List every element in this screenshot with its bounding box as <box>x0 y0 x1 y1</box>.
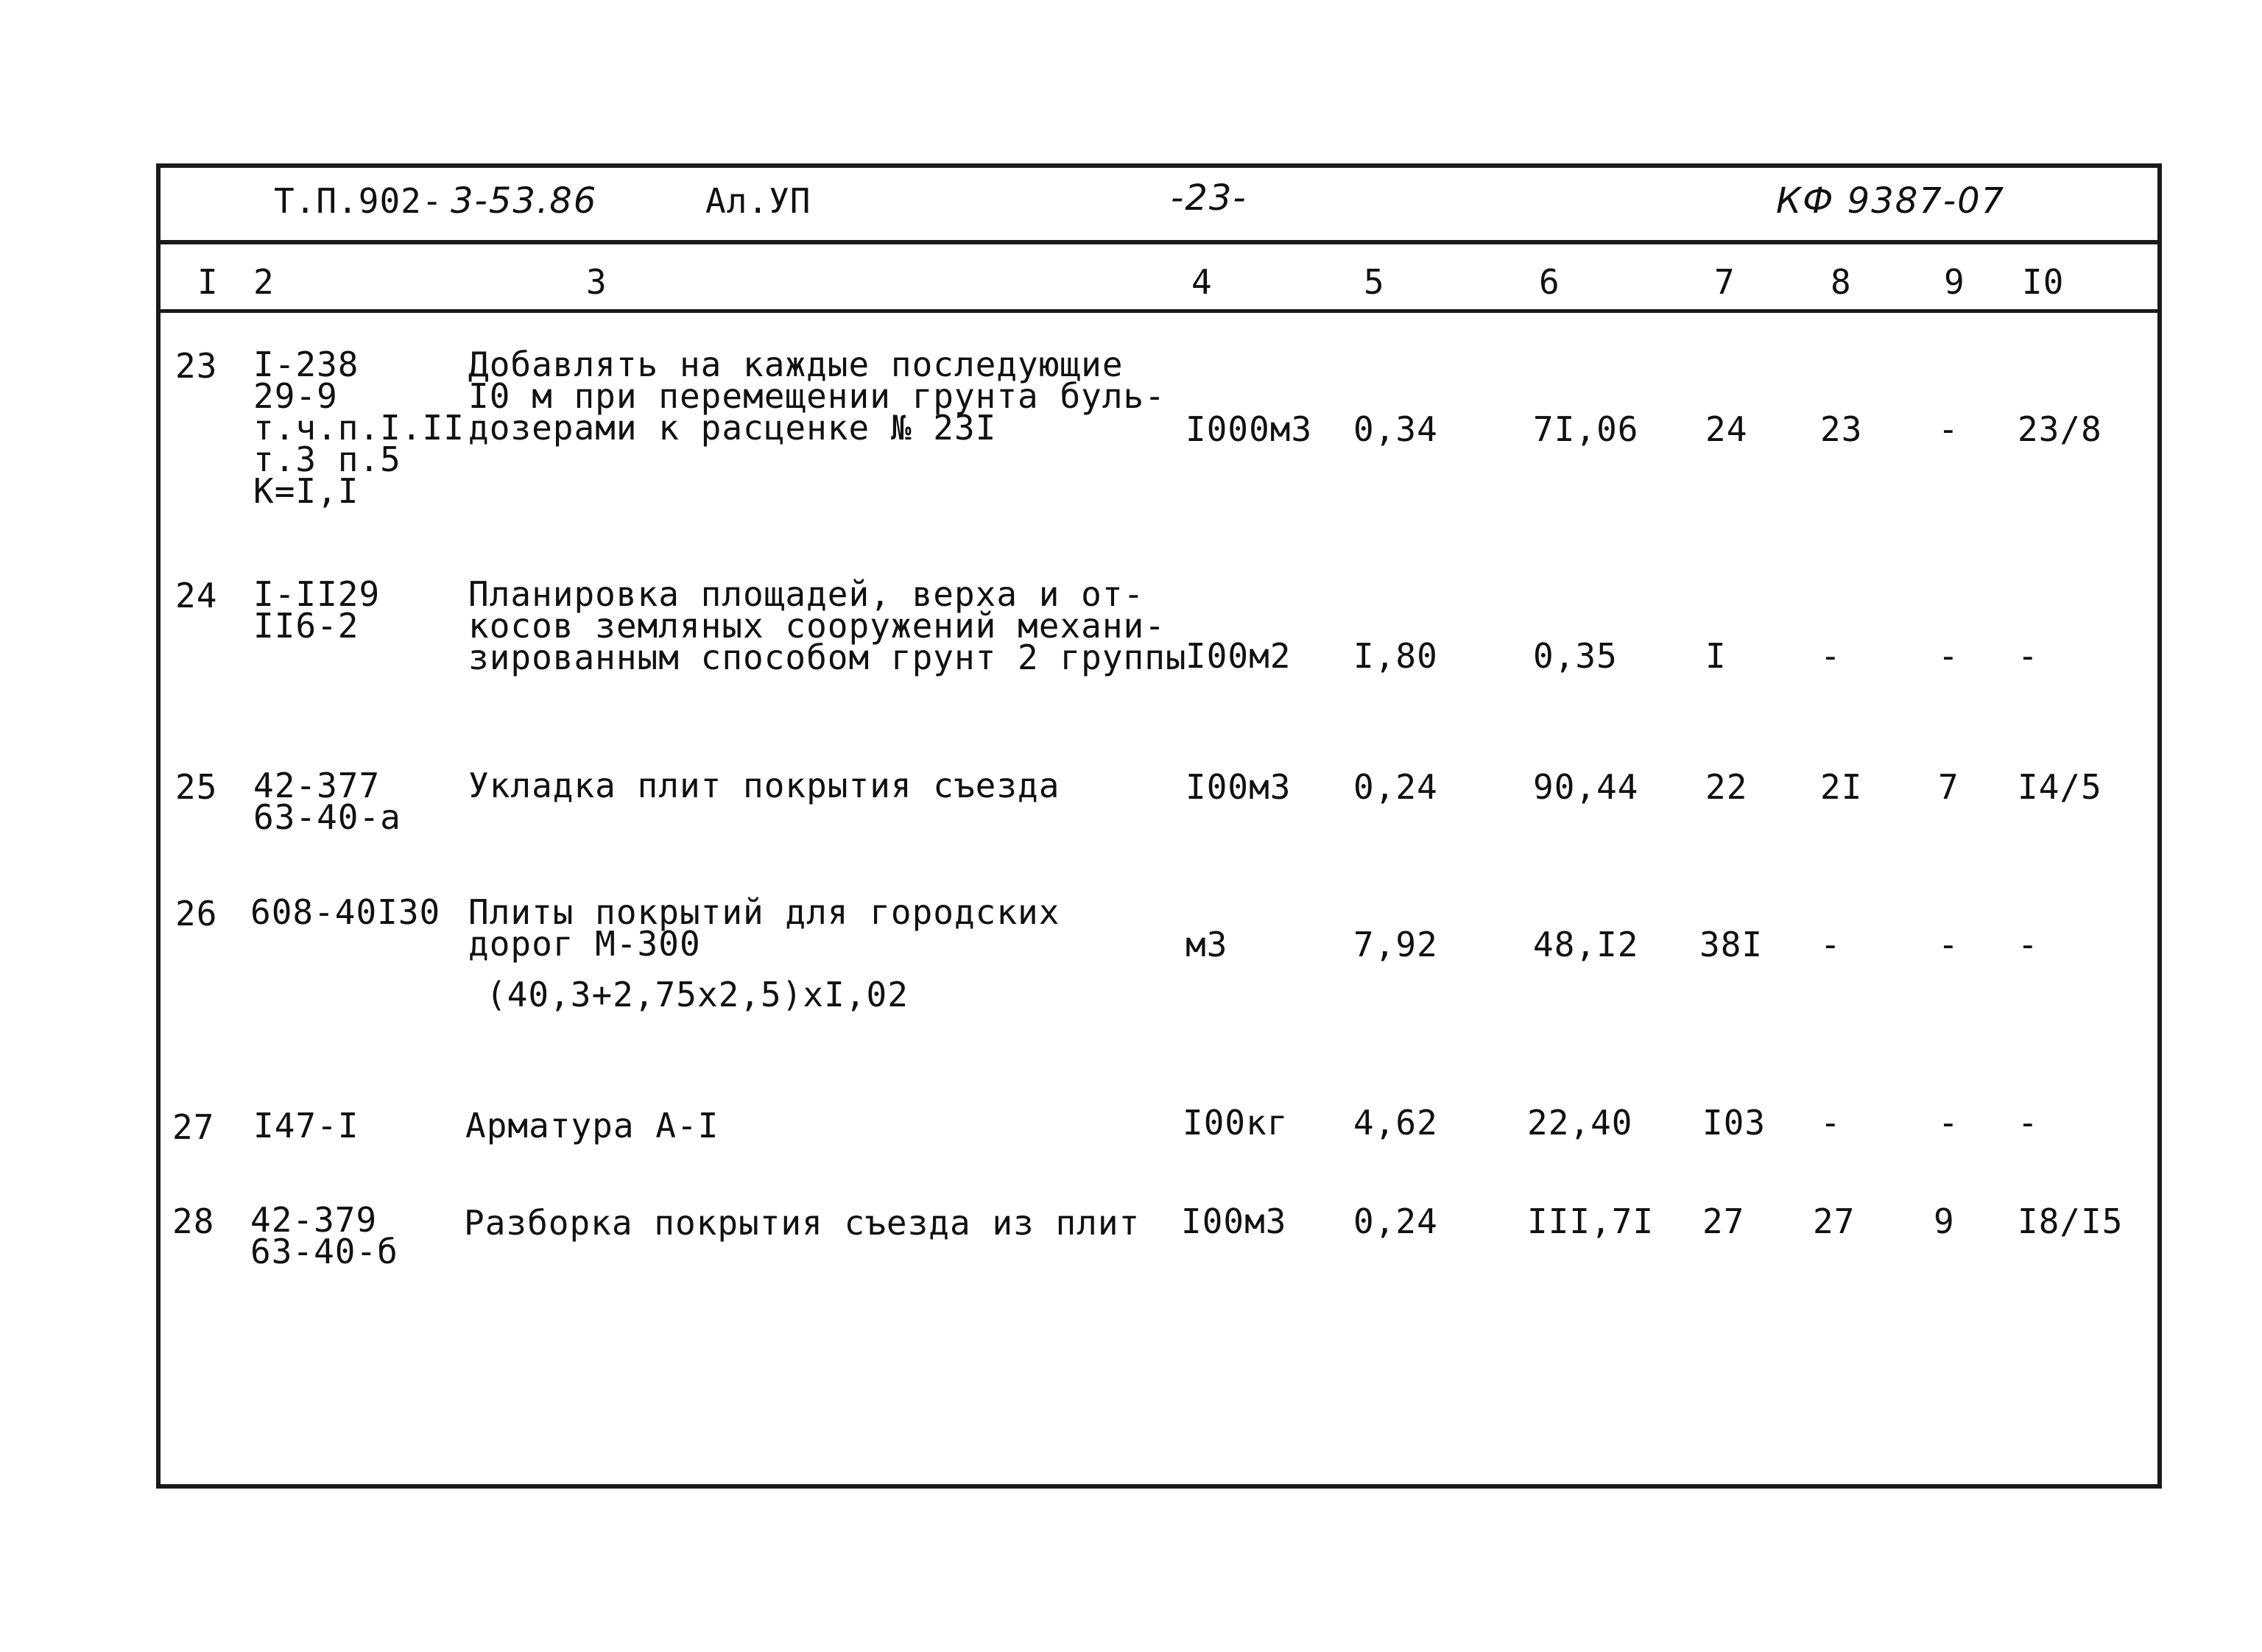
col-8-value: - <box>1820 1103 1842 1143</box>
row-number: 28 <box>172 1201 215 1241</box>
page-number: -23- <box>1171 177 1247 219</box>
col-10-value: - <box>2018 636 2039 676</box>
row-number: 26 <box>175 894 218 933</box>
col-9-value: - <box>1938 925 1959 964</box>
unit: I00м3 <box>1185 767 1292 807</box>
work-description: Арматура А-I <box>465 1106 719 1146</box>
unit: м3 <box>1185 925 1228 964</box>
unit: I00м3 <box>1181 1201 1287 1241</box>
col-10-value: I4/5 <box>2018 767 2102 807</box>
quantity-formula: (40,3+2,75х2,5)хI,02 <box>486 975 909 1014</box>
col-8-value: - <box>1820 925 1842 964</box>
col-8-value: - <box>1820 636 1842 676</box>
col-7-value: I03 <box>1702 1103 1766 1143</box>
norm-code: 608-40I30 <box>250 892 441 932</box>
unit-price: 90,44 <box>1533 767 1639 807</box>
norm-code: 42-379 63-40-б <box>250 1200 398 1271</box>
doc-code-handwritten: 3-53.86 <box>451 180 598 222</box>
col-7-value: 22 <box>1705 767 1748 807</box>
norm-code: I-II29 II6-2 <box>253 574 381 646</box>
column-header: 5 <box>1364 262 1385 302</box>
norm-code: I47-I <box>253 1106 359 1146</box>
work-description: Укладка плит покрытия съезда <box>468 766 1060 805</box>
col-7-value: 24 <box>1705 409 1748 449</box>
work-description: Разборка покрытия съезда из плит <box>464 1203 1141 1243</box>
col-10-value: - <box>2018 1103 2039 1143</box>
unit: I000м3 <box>1185 409 1313 449</box>
column-header: I <box>197 262 219 302</box>
col-8-value: 23 <box>1820 409 1863 449</box>
col-10-value: - <box>2018 925 2039 964</box>
column-header-divider <box>156 309 2162 313</box>
work-description: Добавлять на каждые последующие I0 м при перемещении грунта буль- дозерами к расценке № 23I <box>468 345 1166 448</box>
col-10-value: 23/8 <box>2018 409 2102 449</box>
row-number: 24 <box>175 576 218 615</box>
column-header: I0 <box>2022 262 2065 302</box>
doc-code-prefix: Т.П.902- <box>274 181 443 221</box>
column-header: 4 <box>1191 262 1213 302</box>
unit-price: 7I,06 <box>1533 409 1639 449</box>
quantity: 4,62 <box>1353 1103 1438 1143</box>
row-number: 27 <box>172 1107 215 1147</box>
header-divider <box>156 240 2162 244</box>
column-header: 8 <box>1831 262 1852 302</box>
work-description: Плиты покрытий для городских дорог М-300 <box>468 892 1060 964</box>
quantity: 0,34 <box>1353 409 1438 449</box>
col-9-value: 9 <box>1934 1201 1955 1241</box>
col-9-value: - <box>1938 1103 1959 1143</box>
col-10-value: I8/I5 <box>2018 1201 2124 1241</box>
quantity: 0,24 <box>1353 767 1438 807</box>
unit-price: 22,40 <box>1527 1103 1633 1143</box>
unit-price: III,7I <box>1527 1201 1655 1241</box>
work-description: Планировка площадей, верха и от- косов земляных сооружений механи- зированным способом грунт 2 группы <box>468 574 1187 677</box>
column-header: 2 <box>253 262 275 302</box>
unit: I00кг <box>1183 1103 1289 1143</box>
row-number: 25 <box>175 767 218 807</box>
col-9-value: - <box>1938 636 1959 676</box>
col-8-value: 27 <box>1813 1201 1856 1241</box>
col-9-value: - <box>1938 409 1959 449</box>
norm-code: 42-377 63-40-а <box>253 766 401 837</box>
row-number: 23 <box>175 346 218 386</box>
unit-price: 0,35 <box>1533 636 1618 676</box>
quantity: 0,24 <box>1353 1201 1438 1241</box>
col-7-value: 27 <box>1702 1201 1745 1241</box>
unit: I00м2 <box>1185 636 1292 676</box>
quantity: 7,92 <box>1353 925 1438 964</box>
quantity: I,80 <box>1353 636 1438 676</box>
column-header: 6 <box>1539 262 1560 302</box>
column-header: 9 <box>1944 262 1965 302</box>
norm-code: I-238 29-9 т.ч.п.I.II т.3 п.5 К=I,I <box>253 345 465 511</box>
col-9-value: 7 <box>1938 767 1959 807</box>
project-code: КФ 9387-07 <box>1776 180 2006 222</box>
column-header: 3 <box>586 262 607 302</box>
album-label: Ал.УП <box>705 181 811 221</box>
col-8-value: 2I <box>1820 767 1863 807</box>
column-header: 7 <box>1714 262 1736 302</box>
unit-price: 48,I2 <box>1533 925 1639 964</box>
col-7-value: 38I <box>1699 925 1764 964</box>
col-7-value: I <box>1705 636 1727 676</box>
